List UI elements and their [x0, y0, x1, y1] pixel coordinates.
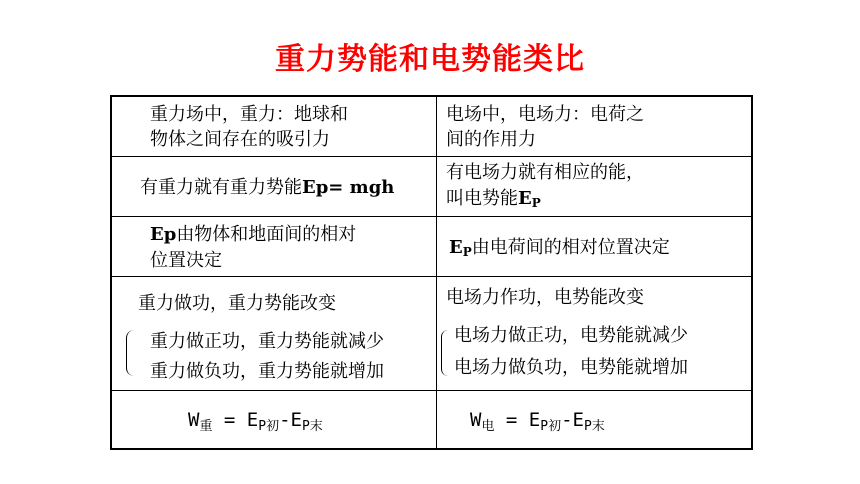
- electric-cell: [437, 391, 751, 448]
- gravity-cell: [112, 391, 437, 448]
- electric-initial-energy-subscript: P初: [540, 419, 562, 434]
- gravity-definition-line-1: 重力场中，重力：地球和: [150, 104, 348, 125]
- gravity-work-heading: 重力做功，重力势能改变: [138, 293, 336, 314]
- electric-cell: [437, 157, 751, 216]
- electric-negative-work: 电场力做负功，电势能就增加: [454, 357, 688, 378]
- gravity-initial-energy-symbol: E: [246, 409, 259, 431]
- electric-work-formula: [470, 407, 605, 440]
- table-row: [112, 97, 751, 157]
- table-row: [112, 157, 751, 217]
- electric-initial-energy-symbol: E: [528, 409, 541, 431]
- electric-energy-line-2: [446, 186, 541, 216]
- gravity-definition-line-2: 物体之间存在的吸引力: [150, 129, 330, 150]
- table-row: [112, 391, 751, 448]
- electric-work-brace: [441, 330, 448, 376]
- gravity-energy-statement: [140, 175, 394, 201]
- slide-title: 重力势能和电势能类比: [275, 42, 585, 77]
- table-row: [112, 277, 751, 391]
- electric-energy-text: 叫电势能: [446, 188, 518, 209]
- electric-equals-sign: =: [494, 409, 529, 431]
- electric-position-symbol-subscript: P: [462, 245, 472, 259]
- electric-positive-work: 电场力做正功，电势能就减少: [454, 325, 688, 346]
- gravity-position-line-1: [150, 222, 356, 248]
- gravity-minus-sign: -: [279, 409, 291, 431]
- electric-final-energy-symbol: E: [572, 409, 584, 431]
- electric-position-symbol: E: [449, 237, 463, 258]
- gravity-energy-formula: Ep= mgh: [302, 177, 395, 198]
- gravity-final-energy-symbol: E: [290, 409, 302, 431]
- gravity-position-line-2: 位置决定: [150, 250, 222, 271]
- gravity-work-subscript: 重: [199, 419, 213, 434]
- comparison-table: [110, 95, 753, 450]
- gravity-positive-work: 重力做正功，重力势能就减少: [150, 331, 384, 352]
- electric-definition-line-2: 间的作用力: [446, 129, 536, 150]
- gravity-cell: [112, 217, 437, 276]
- electric-work-subscript: 电: [481, 419, 495, 434]
- gravity-cell: [112, 157, 437, 216]
- gravity-work-formula: [188, 407, 323, 440]
- gravity-final-energy-subscript: P末: [301, 419, 323, 434]
- gravity-position-text: 由物体和地面间的相对: [176, 224, 357, 245]
- gravity-equals-sign: =: [212, 409, 247, 431]
- gravity-cell: [112, 277, 437, 390]
- electric-definition-line-1: 电场中，电场力：电荷之: [446, 104, 644, 125]
- gravity-work-symbol: W: [188, 409, 200, 431]
- electric-cell: [437, 97, 751, 156]
- electric-cell: [437, 277, 751, 390]
- electric-energy-symbol-subscript: P: [531, 196, 541, 210]
- electric-minus-sign: -: [561, 409, 573, 431]
- gravity-initial-energy-subscript: P初: [258, 419, 280, 434]
- electric-work-symbol: W: [470, 409, 482, 431]
- gravity-position-symbol: Ep: [150, 224, 177, 245]
- gravity-work-brace: [126, 330, 136, 376]
- electric-cell: [437, 217, 751, 276]
- gravity-cell: [112, 97, 437, 156]
- electric-final-energy-subscript: P末: [583, 419, 605, 434]
- electric-energy-symbol: E: [518, 188, 532, 209]
- table-row: [112, 217, 751, 277]
- gravity-energy-text: 有重力就有重力势能: [140, 177, 302, 198]
- gravity-negative-work: 重力做负功，重力势能就增加: [150, 361, 384, 382]
- electric-position-statement: [449, 235, 670, 265]
- electric-position-text: 由电荷间的相对位置决定: [471, 237, 670, 258]
- electric-energy-line-1: 有电场力就有相应的能，: [446, 162, 644, 183]
- electric-work-heading: 电场力作功，电势能改变: [446, 287, 644, 308]
